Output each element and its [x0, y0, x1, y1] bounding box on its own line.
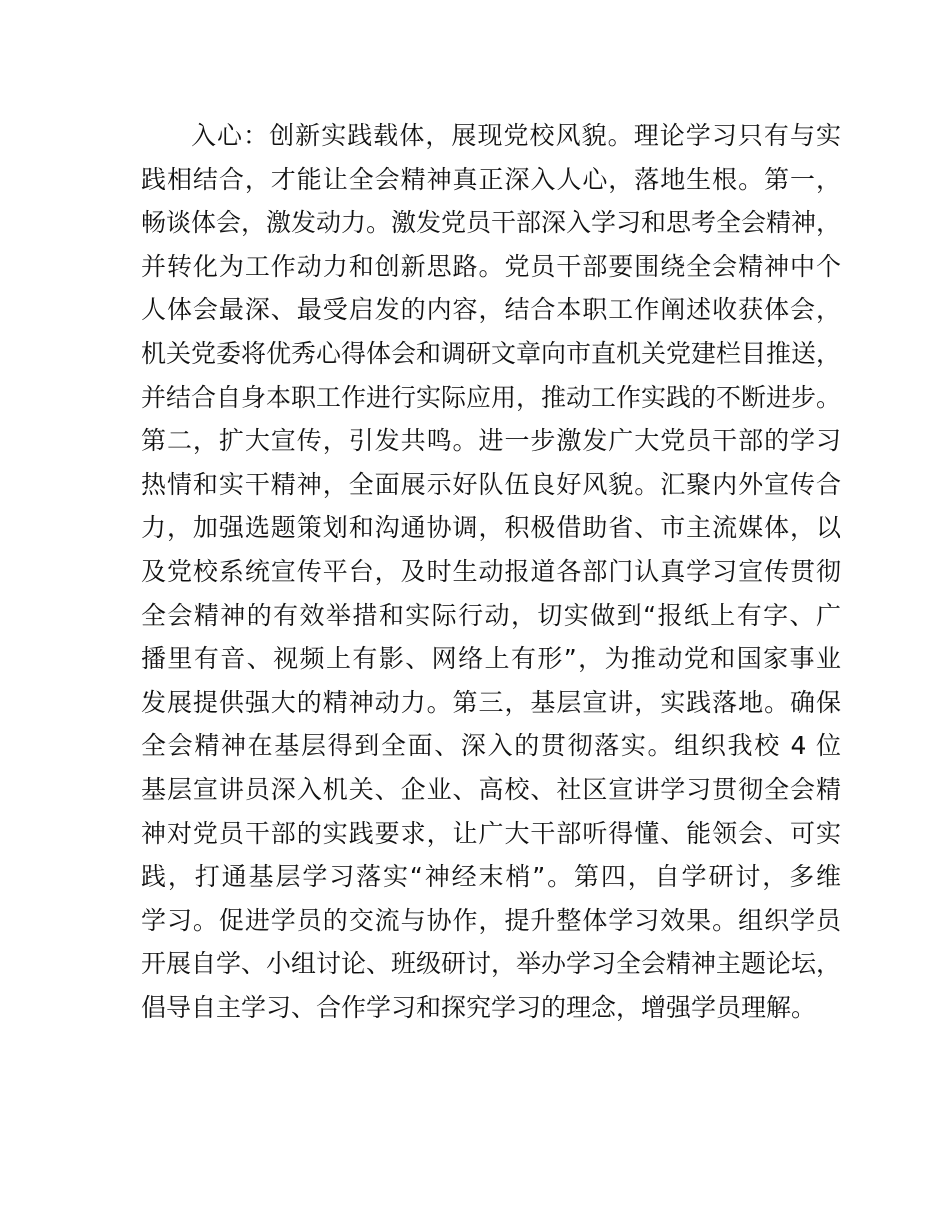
- paragraph-line: 及党校系统宣传平台，及时生动报道各部门认真学习宣传贯彻: [141, 556, 841, 586]
- paragraph-line: 开展自学、小组讨论、班级研讨，举办学习全会精神主题论坛，: [141, 949, 842, 979]
- paragraph-line: 学习。促进学员的交流与协作，提升整体学习效果。组织学员: [141, 905, 841, 935]
- paragraph-line: 播里有音、视频上有影、网络上有形”，为推动党和国家事业: [141, 644, 841, 674]
- paragraph-line: 并转化为工作动力和创新思路。党员干部要围绕全会精神中个: [141, 251, 841, 281]
- paragraph-line: 践相结合，才能让全会精神真正深入人心，落地生根。第一，: [141, 164, 841, 194]
- paragraph-line: 倡导自主学习、合作学习和探究学习的理念，增强学员理解。: [141, 992, 817, 1022]
- paragraph-line: 发展提供强大的精神动力。第三，基层宣讲，实践落地。确保: [141, 687, 841, 717]
- paragraph-line: 人体会最深、最受启发的内容，结合本职工作阐述收获体会，: [141, 295, 841, 325]
- body-paragraph: [141, 114, 841, 1029]
- paragraph-line: 基层宣讲员深入机关、企业、高校、社区宣讲学习贯彻全会精: [141, 774, 841, 804]
- paragraph-line: 入心：创新实践载体，展现党校风貌。理论学习只有与实: [191, 121, 841, 150]
- paragraph-line: 并结合自身本职工作进行实际应用，推动工作实践的不断进步。: [141, 382, 842, 412]
- paragraph-line: 力，加强选题策划和沟通协调，积极借助省、市主流媒体，以: [141, 513, 841, 543]
- paragraph-line: 第二，扩大宣传，引发共鸣。进一步激发广大党员干部的学习: [141, 426, 841, 456]
- paragraph-line: 全会精神的有效举措和实际行动，切实做到“报纸上有字、广: [141, 600, 841, 630]
- paragraph-line: 机关党委将优秀心得体会和调研文章向市直机关党建栏目推送，: [141, 338, 842, 368]
- paragraph-line: 神对党员干部的实践要求，让广大干部听得懂、能领会、可实: [141, 818, 841, 848]
- paragraph-line: 畅谈体会，激发动力。激发党员干部深入学习和思考全会精神，: [141, 208, 842, 238]
- paragraph-line: 热情和实干精神，全面展示好队伍良好风貌。汇聚内外宣传合: [141, 469, 841, 499]
- paragraph-line: 全会精神在基层得到全面、深入的贯彻落实。组织我校 4 位: [141, 731, 841, 761]
- paragraph-line: 践，打通基层学习落实“神经末梢”。第四，自学研讨，多维: [141, 862, 841, 892]
